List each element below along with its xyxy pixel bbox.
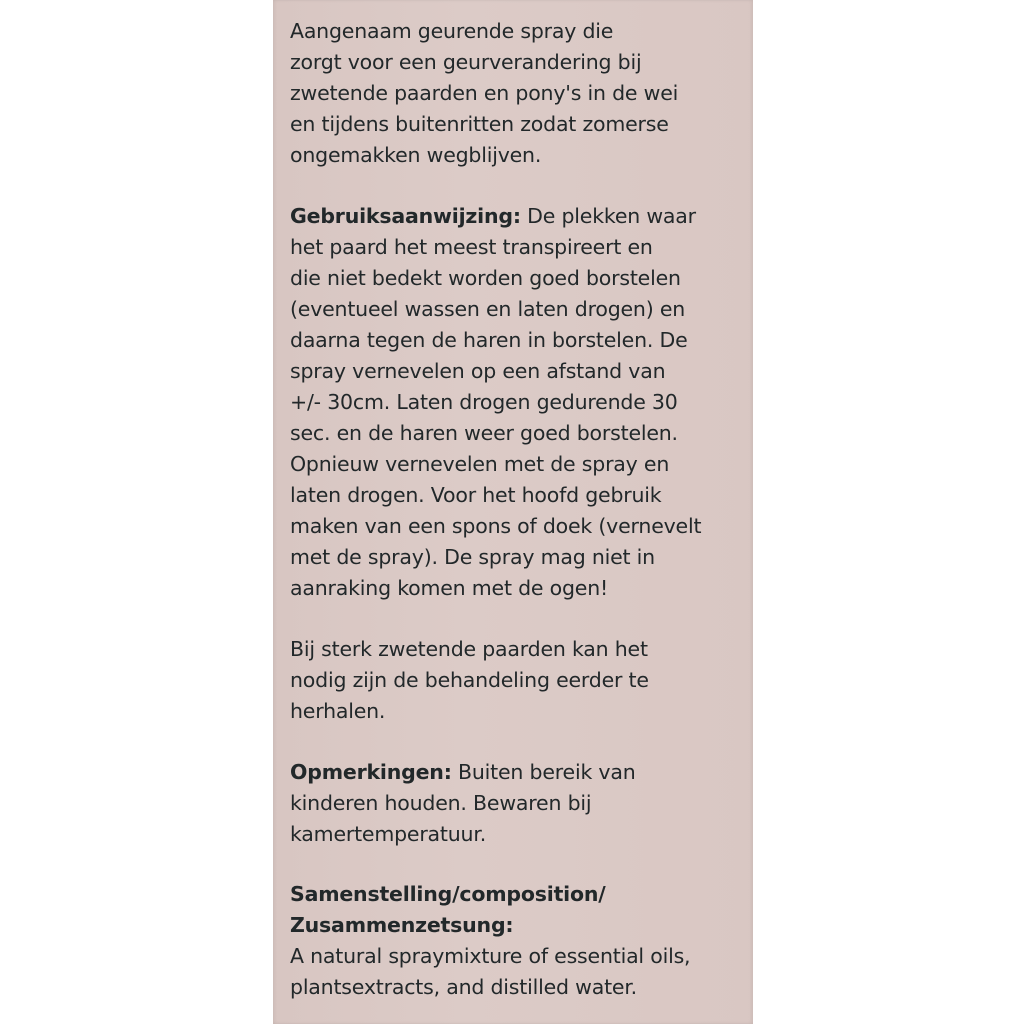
usage-first-line-text: De plekken waar <box>520 204 696 228</box>
usage-line: daarna tegen de haren in borstelen. De <box>290 328 688 352</box>
composition-heading: Samenstelling/composition/ <box>290 882 606 906</box>
sweat-paragraph <box>290 634 760 727</box>
intro-line: zorgt voor een geurverandering bij <box>290 50 642 74</box>
composition-paragraph <box>290 879 760 1003</box>
sweat-line: Bij sterk zwetende paarden kan het <box>290 637 648 661</box>
usage-paragraph <box>290 201 760 604</box>
remarks-first-line-text: Buiten bereik van <box>451 760 636 784</box>
remarks-line: kinderen houden. Bewaren bij <box>290 791 592 815</box>
remarks-line: kamertemperatuur. <box>290 822 487 846</box>
intro-line: ongemakken wegblijven. <box>290 143 542 167</box>
usage-line: +/- 30cm. Laten drogen gedurende 30 <box>290 390 678 414</box>
remarks-heading: Opmerkingen: <box>290 760 452 784</box>
usage-line: spray vernevelen op een afstand van <box>290 359 666 383</box>
intro-line: zwetende paarden en pony's in de wei <box>290 81 679 105</box>
sweat-line: herhalen. <box>290 699 386 723</box>
usage-line: sec. en de haren weer goed borstelen. <box>290 421 678 445</box>
usage-line: Opnieuw vernevelen met de spray en <box>290 452 670 476</box>
usage-line: het paard het meest transpireert en <box>290 235 653 259</box>
usage-line: maken van een spons of doek (vernevelt <box>290 514 702 538</box>
composition-line: A natural spraymixture of essential oils, <box>290 944 691 968</box>
composition-heading-de: Zusammenzetsung: <box>290 913 514 937</box>
usage-line: (eventueel wassen en laten drogen) en <box>290 297 686 321</box>
sweat-line: nodig zijn de behandeling eerder te <box>290 668 649 692</box>
intro-line: Aangenaam geurende spray die <box>290 19 614 43</box>
remarks-paragraph <box>290 757 760 850</box>
intro-line: en tijdens buitenritten zodat zomerse <box>290 112 669 136</box>
intro-paragraph <box>290 16 760 171</box>
remarks-first-line <box>290 757 760 788</box>
usage-first-line <box>290 201 760 232</box>
usage-line: laten drogen. Voor het hoofd gebruik <box>290 483 662 507</box>
usage-line: die niet bedekt worden goed borstelen <box>290 266 681 290</box>
composition-line: plantsextracts, and distilled water. <box>290 975 637 999</box>
usage-heading: Gebruiksaanwijzing: <box>290 204 521 228</box>
usage-line: met de spray). De spray mag niet in <box>290 545 655 569</box>
usage-line: aanraking komen met de ogen! <box>290 576 609 600</box>
